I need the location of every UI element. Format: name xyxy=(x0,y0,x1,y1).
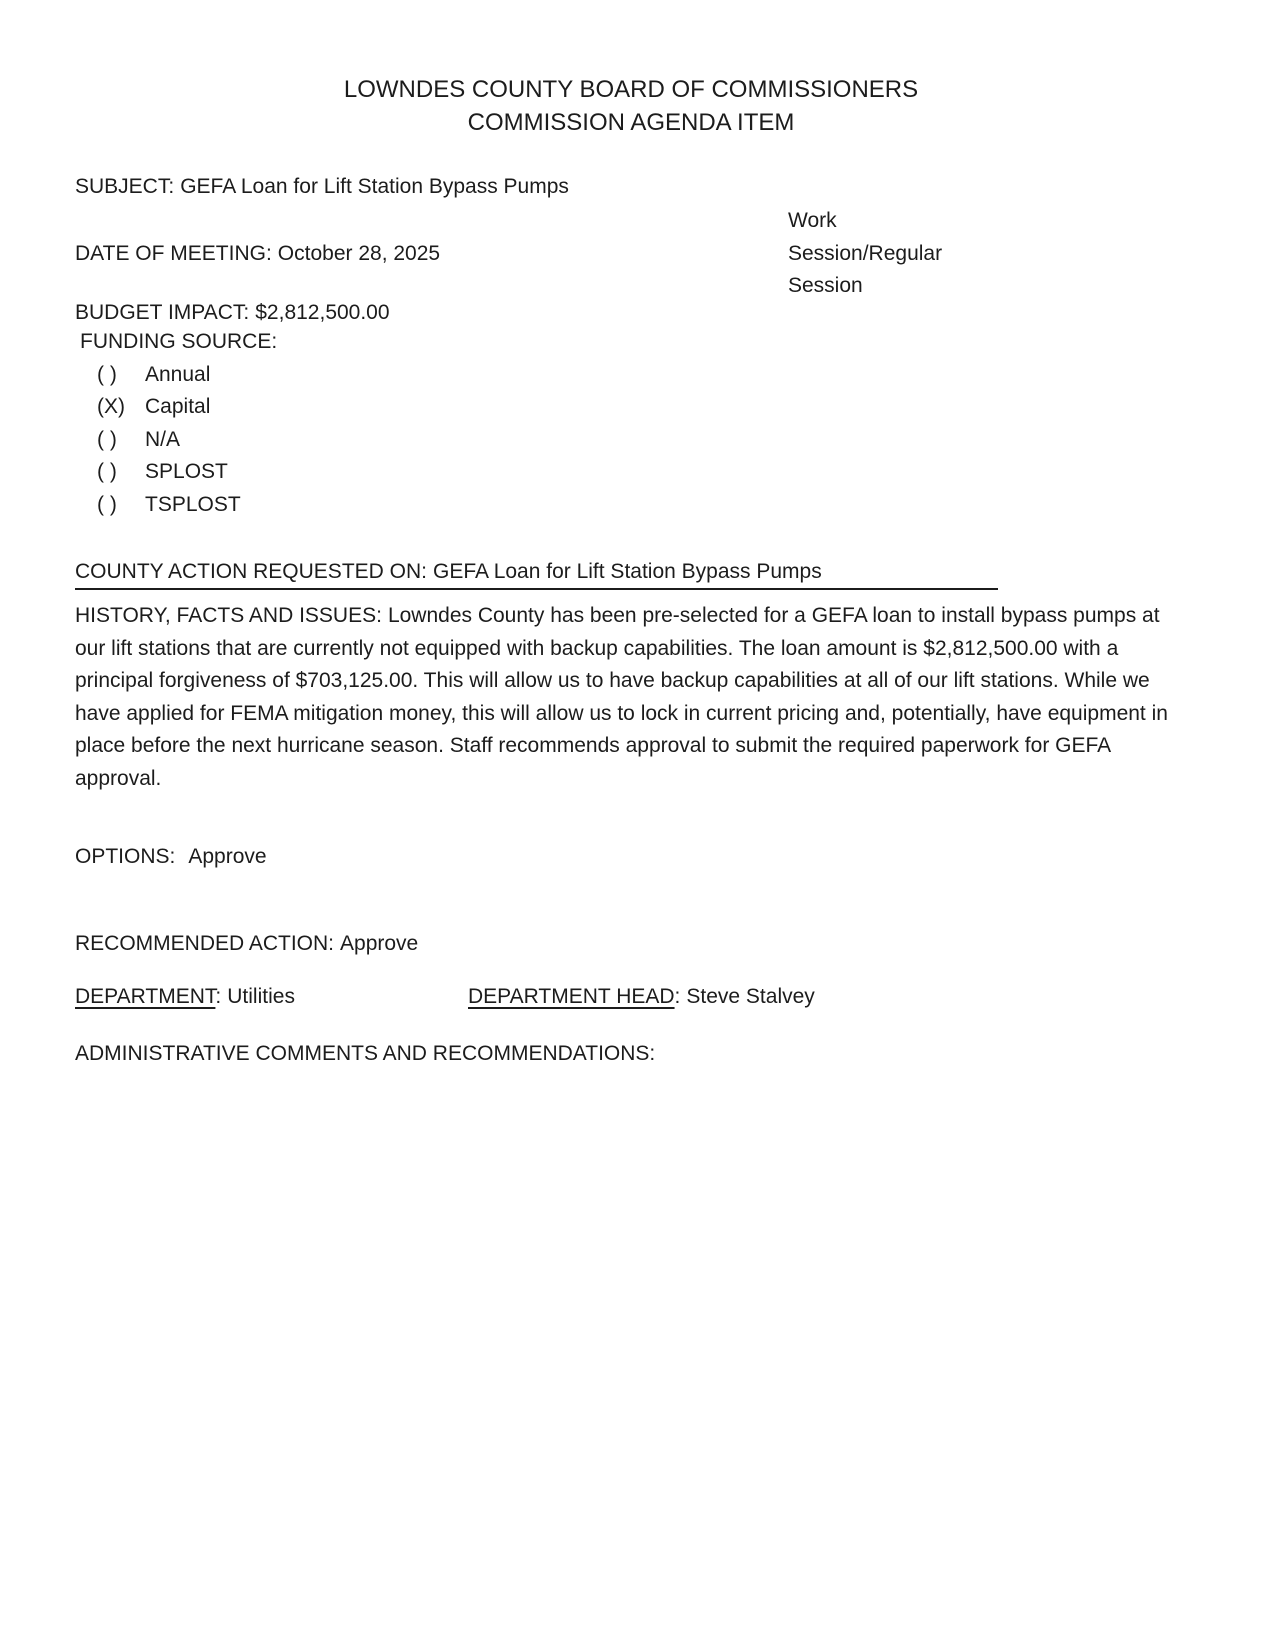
checkbox-marker: ( ) xyxy=(97,428,117,451)
checkbox-marker: ( ) xyxy=(97,363,117,386)
recommended-action-label: RECOMMENDED ACTION: xyxy=(75,932,335,955)
administrative-comments-heading: ADMINISTRATIVE COMMENTS AND RECOMMENDATIONS: xyxy=(75,1042,656,1065)
colon: : xyxy=(215,985,222,1008)
department-head-cell xyxy=(468,980,815,1013)
county-action-label: COUNTY ACTION REQUESTED ON: xyxy=(75,560,427,583)
checkbox-marker: ( ) xyxy=(97,493,117,516)
department-row xyxy=(75,980,1187,1013)
recommended-action-value: Approve xyxy=(340,932,419,955)
options-label: OPTIONS: xyxy=(75,845,176,868)
document-title xyxy=(75,73,1187,139)
budget-impact-value: $2,812,500.00 xyxy=(255,301,390,324)
subject-value: GEFA Loan for Lift Station Bypass Pumps xyxy=(180,175,569,198)
options-value: Approve xyxy=(188,845,267,868)
funding-source-heading: FUNDING SOURCE: xyxy=(80,330,278,353)
funding-option-tsplost xyxy=(97,488,241,521)
options-row xyxy=(75,840,267,873)
funding-option-capital xyxy=(97,390,210,423)
session-type-note xyxy=(788,205,988,303)
meeting-date-row xyxy=(75,237,440,270)
session-note-line: Session/Regular xyxy=(788,241,943,265)
subject-label: SUBJECT: xyxy=(75,175,175,198)
checkbox-marker: ( ) xyxy=(97,460,117,483)
session-note-line: Session xyxy=(788,274,863,297)
colon: : xyxy=(674,985,681,1008)
county-action-value: GEFA Loan for Lift Station Bypass Pumps xyxy=(433,560,822,583)
funding-option-label: N/A xyxy=(145,428,181,451)
history-text: Lowndes County has been pre-selected for a GEFA loan to install bypass pumps at our lift stations that are currently not equipped with backup capabilities. The loan amount is $2,812,500.00 with a principal forgiveness of $703,125.00. This will allow us to have backup capabilities at all of our lift stations. While we have applied for FEMA mitigation money, this will allow us to lock in current pricing and, potentially, have equipment in place before the next hurricane season. Staff recommends approval to submit the required paperwork for GEFA approval. xyxy=(75,604,1168,790)
history-label: HISTORY, FACTS AND ISSUES: xyxy=(75,604,382,627)
meeting-date-label: DATE OF MEETING: xyxy=(75,242,272,265)
recommended-action-row xyxy=(75,927,418,960)
department-cell xyxy=(75,985,295,1008)
funding-option-annual xyxy=(97,358,210,391)
funding-option-splost xyxy=(97,455,228,488)
department-head-label: DEPARTMENT HEAD xyxy=(468,985,675,1008)
department-label: DEPARTMENT xyxy=(75,985,216,1008)
funding-option-label: SPLOST xyxy=(145,460,228,483)
meeting-date-value: October 28, 2025 xyxy=(277,242,441,265)
funding-option-na xyxy=(97,423,180,456)
session-note-line: Work xyxy=(788,209,837,232)
budget-impact-label: BUDGET IMPACT: xyxy=(75,301,250,324)
department-value: Utilities xyxy=(227,985,295,1008)
subject-row xyxy=(75,170,569,203)
funding-option-label: TSPLOST xyxy=(145,493,241,516)
funding-option-label: Annual xyxy=(145,363,211,386)
title-line-2: COMMISSION AGENDA ITEM xyxy=(467,109,795,136)
funding-option-label: Capital xyxy=(145,395,211,418)
department-head-value: Steve Stalvey xyxy=(686,985,815,1008)
county-action-row xyxy=(75,555,998,590)
title-line-1: LOWNDES COUNTY BOARD OF COMMISSIONERS xyxy=(343,76,919,103)
checkbox-marker-checked: (X) xyxy=(97,395,125,418)
history-facts-issues-paragraph xyxy=(75,600,1187,795)
